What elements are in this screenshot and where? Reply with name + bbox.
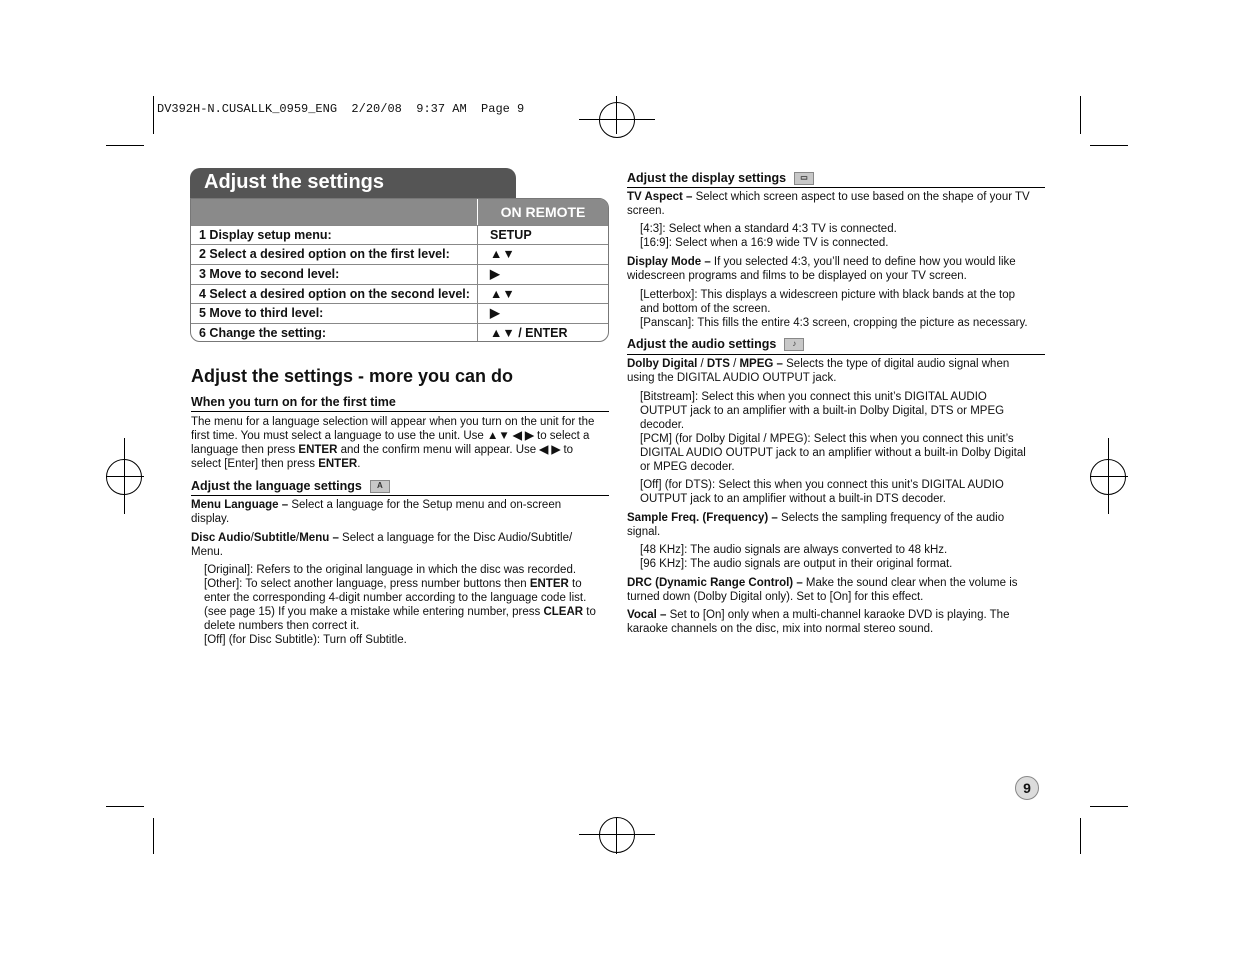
display-mode-options: [Letterbox]: This displays a widescreen picture with black bands at the top and bottom of the screen. [Panscan]: This fills the entire 4:3 screen, cropping the picture as necessary. [640,289,1028,329]
first-time-text: The menu for a language selection will appear when you turn on the unit for the first time. You must select a language to use the unit. Use ▲▼ ◀ ▶ to select a language then press ENTER and the confirm menu will appear. Use ◀ ▶ to select [Enter] then press ENTER. [191,416,595,470]
table-row: 1 Display setup menu: SETUP [191,225,608,244]
heading-display-settings: Adjust the display settings ▭ [627,171,814,185]
divider [191,411,609,412]
language-settings-icon: A [370,480,390,493]
divider [627,187,1045,188]
page-number: 9 [1015,776,1039,800]
language-options: [Original]: Refers to the original language in which the disc was recorded. [Other]: To select another language, press number buttons then ENTER to enter the corresponding 4-digit number according to the language code list. (see page 15) If you make a mistake while entering number, press CLEAR to delete numbers then correct it. [Off] (for Disc Subtitle): Turn off Subtitle. [204,564,596,646]
vocal-text: Vocal – Set to [On] only when a multi-channel karaoke DVD is playing. The karaoke channels on the disc, mix into normal stereo sound. [627,609,1010,635]
heading-language-settings: Adjust the language settings A [191,479,390,493]
heading-audio-settings: Adjust the audio settings ♪ [627,337,804,351]
heading-first-time: When you turn on for the first time [191,395,396,409]
audio-settings-icon: ♪ [784,338,804,351]
print-slug: DV392H-N.CUSALLK_0959_ENG 2/20/08 9:37 AM Page 9 [157,102,525,116]
page-title: Adjust the settings [190,168,516,198]
section-title-more: Adjust the settings - more you can do [191,366,514,386]
tv-aspect-text: TV Aspect – Select which screen aspect to use based on the shape of your TV screen. [627,191,1030,217]
table-row: 5 Move to third level: ▶ [191,303,608,323]
dts-off-option: [Off] (for DTS): Select this when you connect this unit’s DIGITAL AUDIO OUTPUT jack to an amplifier without a built-in DTS decoder. [640,479,1004,505]
menu-language-text: Menu Language – Select a language for the Setup menu and on-screen display. [191,499,562,525]
disc-audio-text: Disc Audio/Subtitle/Menu – Select a language for the Disc Audio/Subtitle/ Menu. [191,532,573,558]
sample-freq-text: Sample Freq. (Frequency) – Selects the sampling frequency of the audio signal. [627,512,1005,538]
steps-table [190,198,609,342]
table-row: 3 Move to second level: ▶ [191,264,608,284]
dolby-digital-options: [Bitstream]: Select this when you connect this unit’s DIGITAL AUDIO OUTPUT jack to an amplifier with a built-in Dolby Digital, DTS or MPEG decoder. [PCM] (for Dolby Digital / MPEG): Select this when you connect this unit’s DIGITAL AUDIO OUTPUT jack to an amplifier without a built-in Dolby Digital or MPEG decoder. [640,391,1026,473]
sample-freq-options: [48 KHz]: The audio signals are always converted to 48 kHz. [96 KHz]: The audio signals are output in their original format. [640,544,953,570]
dolby-digital-text: Dolby Digital / DTS / MPEG – Selects the type of digital audio signal when using the DIGITAL AUDIO OUTPUT jack. [627,358,1010,384]
display-mode-text: Display Mode – If you selected 4:3, you’ll need to define how you would like widescreen programs and films to be displayed on your TV screen. [627,256,1016,282]
table-row: 4 Select a desired option on the second level: ▲▼ [191,284,608,303]
table-header-on-remote: ON REMOTE [477,199,608,225]
table-row: 6 Change the setting: ▲▼ / ENTER [191,323,608,342]
drc-text: DRC (Dynamic Range Control) – Make the sound clear when the volume is turned down (Dolby Digital only). Set to [On] for this effect. [627,577,1018,603]
divider [627,354,1045,355]
display-settings-icon: ▭ [794,172,814,185]
tv-aspect-options: [4:3]: Select when a standard 4:3 TV is connected. [16:9]: Select when a 16:9 wide TV is connected. [640,223,897,249]
divider [191,495,609,496]
table-row: 2 Select a desired option on the first level: ▲▼ [191,244,608,264]
